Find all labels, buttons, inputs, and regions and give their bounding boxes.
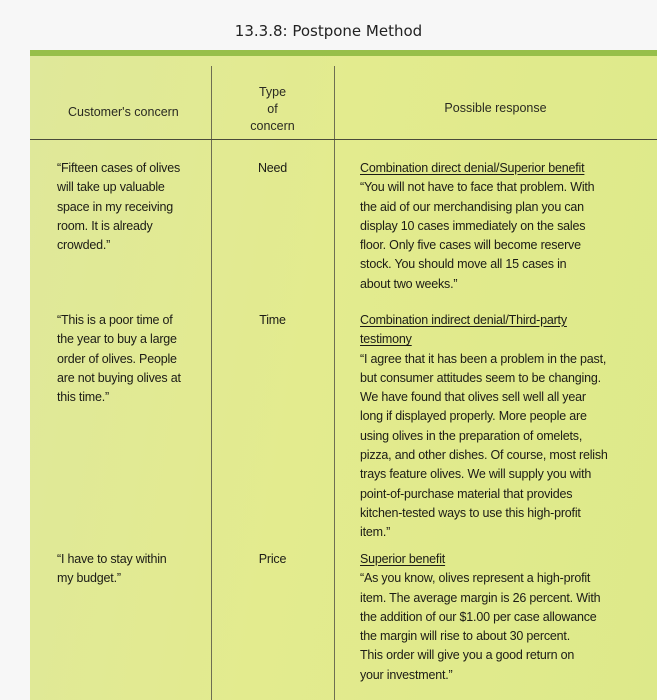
text-line: point-of-purchase material that provides	[360, 486, 573, 501]
row-2-response	[360, 311, 650, 543]
text-line: trays feature olives. We will supply you with	[360, 467, 592, 482]
page-title: 13.3.8: Postpone Method	[234, 22, 423, 40]
text-line: my budget.”	[57, 571, 121, 586]
text-line: This order will give you a good return on	[360, 648, 575, 663]
text-line: “I agree that it has been a problem in the past,	[360, 351, 607, 366]
text-line: item.”	[360, 525, 391, 540]
text-line: order of olives. People	[57, 351, 177, 366]
row-2-concern	[57, 311, 207, 407]
text-line: “As you know, olives represent a high-profit	[360, 571, 591, 586]
text-line: are not buying olives at	[57, 370, 181, 385]
text-line: the aid of our merchandising plan you can	[360, 199, 584, 214]
text-line: but consumer attitudes seem to be changing.	[360, 370, 601, 385]
text-line: the year to buy a large	[57, 332, 177, 347]
text-line: “Fifteen cases of olives	[57, 161, 181, 175]
text-line: space in my receiving	[57, 199, 173, 214]
row-1-concern	[57, 159, 207, 255]
column-divider	[334, 66, 335, 700]
text-line: about two weeks.”	[360, 276, 458, 291]
column-divider	[211, 66, 212, 700]
text-line: We have found that olives sell well all year	[360, 390, 586, 405]
response-title: Combination indirect denial/Third-party	[360, 313, 567, 327]
text-line: stock. You should move all 15 cases in	[360, 257, 567, 272]
row-3-response	[360, 550, 650, 685]
text-line: the addition of our $1.00 per case allowance	[360, 609, 597, 624]
text-line: room. It is already	[57, 218, 153, 233]
header-type-line: Type	[258, 85, 287, 99]
concerns-table	[30, 50, 657, 700]
header-divider	[30, 139, 657, 140]
header-possible-response: Possible response	[444, 101, 547, 115]
row-3-concern	[57, 550, 207, 589]
text-line: kitchen-tested ways to use this high-profit	[360, 505, 581, 520]
header-type-line: of	[267, 102, 278, 116]
response-title: Superior benefit	[360, 552, 446, 566]
text-line: will take up valuable	[57, 180, 165, 195]
header-type-of-concern	[230, 84, 315, 135]
text-line: “I have to stay within	[57, 552, 167, 566]
text-line: using olives in the preparation of omelets,	[360, 428, 583, 443]
table-top-rule	[30, 50, 657, 56]
row-1-type: Need	[257, 161, 288, 175]
text-line: crowded.”	[57, 238, 111, 253]
text-line: this time.”	[57, 390, 109, 405]
text-line: “This is a poor time of	[57, 313, 173, 327]
text-line: pizza, and other dishes. Of course, most relish	[360, 448, 608, 463]
text-line: floor. Only five cases will become reserve	[360, 238, 581, 253]
header-type-line: concern	[250, 119, 295, 133]
header-customer-concern: Customer's concern	[68, 105, 179, 119]
text-line: the margin will rise to about 30 percent.	[360, 629, 570, 644]
row-1-response	[360, 159, 650, 294]
text-line: long if displayed properly. More people are	[360, 409, 587, 424]
text-line: “You will not have to face that problem. With	[360, 180, 595, 195]
text-line: your investment.”	[360, 667, 453, 682]
row-3-type: Price	[258, 552, 287, 566]
response-title: testimony	[360, 332, 412, 347]
text-line: item. The average margin is 26 percent. With	[360, 590, 601, 605]
response-title: Combination direct denial/Superior benefit	[360, 161, 585, 175]
row-2-type: Time	[259, 313, 286, 327]
text-line: display 10 cases immediately on the sales	[360, 218, 586, 233]
